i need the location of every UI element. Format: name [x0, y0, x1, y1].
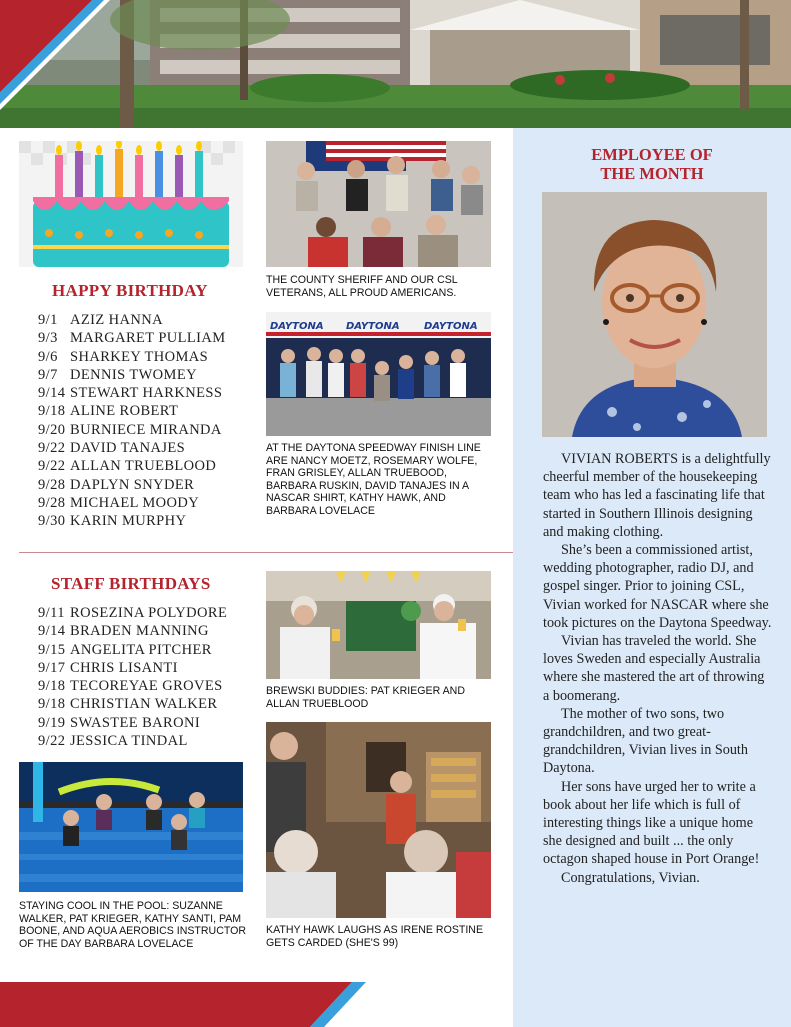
story-paragraph: She’s been a commissioned artist, wedding photographer, radio DJ, and gospel singer. Prior to joining CSL, Vivian worked for NASCAR where she took pictures on the Daytona Speedway. — [543, 542, 772, 631]
birthday-name: BURNIECE MIRANDA — [70, 421, 222, 438]
list-item — [38, 512, 226, 530]
birthday-name: STEWART HARKNESS — [70, 385, 223, 402]
veterans-caption: THE COUNTY SHERIFF AND OUR CSL VETERANS, ALL PROUD AMERICANS. — [266, 274, 458, 299]
birthday-name: DAPLYN SNYDER — [70, 476, 195, 493]
list-item — [38, 714, 227, 732]
birthday-date: 9/14 — [38, 623, 66, 640]
story-paragraph: The mother of two sons, two grandchildren, and two great-grandchildren, Vivian lives in South Daytona. — [543, 705, 748, 777]
list-item — [38, 641, 227, 659]
corner-stripe-top — [0, 0, 120, 120]
list-item — [38, 311, 226, 329]
list-item — [38, 732, 227, 750]
birthday-date: 9/3 — [38, 330, 58, 347]
birthday-date: 9/15 — [38, 641, 66, 658]
birthday-name: TECOREYAE GROVES — [70, 678, 223, 695]
employee-title-line-1: EMPLOYEE OF — [591, 145, 713, 164]
brewski-caption: BREWSKI BUDDIES: PAT KRIEGER AND ALLAN TRUEBLOOD — [266, 685, 465, 710]
birthday-name: ANGELITA PITCHER — [70, 641, 212, 658]
birthday-name: SHARKEY THOMAS — [70, 348, 209, 365]
birthday-name: DAVID TANAJES — [70, 440, 186, 457]
birthday-date: 9/22 — [38, 733, 66, 750]
list-item — [38, 494, 226, 512]
brewski-buddies-photo — [266, 571, 491, 679]
birthday-name: CHRIS LISANTI — [70, 659, 178, 676]
story-paragraph: Congratulations, Vivian. — [561, 869, 700, 886]
list-item — [38, 604, 227, 622]
birthday-name: BRADEN MANNING — [70, 623, 209, 640]
list-item — [38, 348, 226, 366]
birthday-date: 9/14 — [38, 385, 66, 402]
employee-story — [543, 450, 773, 887]
list-item — [38, 439, 226, 457]
birthday-date: 9/22 — [38, 458, 66, 475]
birthday-date: 9/18 — [38, 678, 66, 695]
staff-birthday-list — [38, 604, 227, 750]
daytona-speedway-photo — [266, 312, 491, 436]
birthday-date: 9/1 — [38, 312, 58, 328]
section-divider — [19, 552, 513, 553]
birthday-name: ALINE ROBERT — [70, 403, 179, 420]
daytona-sign-1: DAYTONA — [270, 321, 324, 332]
list-item — [38, 384, 226, 402]
story-paragraph: Her sons have urged her to write a book about her life which is full of interesting things like a unique home she designed and built ... the only octagon shaped house in Port Orange! — [543, 778, 760, 868]
birthday-heading: HAPPY BIRTHDAY — [52, 281, 208, 300]
list-item — [38, 476, 226, 494]
birthday-date: 9/6 — [38, 348, 58, 365]
card-game-photo — [266, 722, 491, 918]
birthday-date: 9/18 — [38, 696, 66, 713]
birthday-name: CHRISTIAN WALKER — [70, 696, 218, 713]
birthday-date: 9/28 — [38, 494, 66, 511]
birthday-date: 9/22 — [38, 440, 66, 457]
list-item — [38, 622, 227, 640]
birthday-cake-image — [19, 141, 243, 267]
staff-birthday-heading: STAFF BIRTHDAYS — [51, 574, 211, 593]
birthday-name: MARGARET PULLIAM — [70, 330, 226, 347]
list-item — [38, 659, 227, 677]
birthday-name: AZIZ HANNA — [70, 312, 163, 328]
story-paragraph: VIVIAN ROBERTS is a delightfully cheerful member of the housekeeping team who has led a fascinating life that started in Southern Illinois designing and making clothing. — [543, 451, 771, 540]
list-item — [38, 421, 226, 439]
list-item — [38, 402, 226, 420]
birthday-date: 9/17 — [38, 659, 66, 676]
story-paragraph: Vivian has traveled the world. She loves Sweden and especially Australia where she mastered the art of throwing a boomerang. — [543, 633, 765, 704]
list-item — [38, 366, 226, 384]
employee-title-line-2: THE MONTH — [600, 164, 704, 183]
pool-aerobics-photo — [19, 762, 243, 892]
employee-portrait — [542, 192, 767, 437]
list-item — [38, 677, 227, 695]
birthday-name: SWASTEE BARONI — [70, 714, 201, 731]
list-item — [38, 457, 226, 475]
pool-caption: STAYING COOL IN THE POOL: SUZANNE WALKER, PAT KRIEGER, KATHY SANTI, PAM BOONE, AND AQUA AEROBICS INSTRUCTOR OF THE DAY BARBARA LOVELACE — [19, 900, 247, 950]
birthday-list — [38, 311, 226, 531]
veterans-photo — [266, 141, 491, 267]
birthday-name: ALLAN TRUEBLOOD — [70, 458, 217, 475]
birthday-date: 9/28 — [38, 476, 66, 493]
birthday-date: 9/19 — [38, 714, 66, 731]
birthday-date: 9/30 — [38, 513, 66, 530]
birthday-name: KARIN MURPHY — [70, 513, 187, 530]
employee-of-month-title — [513, 145, 791, 183]
daytona-sign-3: DAYTONA — [424, 321, 478, 332]
birthday-date: 9/11 — [38, 605, 65, 621]
list-item — [38, 329, 226, 347]
birthday-name: ROSEZINA POLYDORE — [70, 605, 228, 621]
birthday-name: MICHAEL MOODY — [70, 494, 200, 511]
cards-caption: KATHY HAWK LAUGHS AS IRENE ROSTINE GETS CARDED (SHE'S 99) — [266, 924, 484, 949]
birthday-date: 9/7 — [38, 366, 58, 383]
birthday-date: 9/20 — [38, 421, 66, 438]
daytona-caption: AT THE DAYTONA SPEEDWAY FINISH LINE ARE NANCY MOETZ, ROSEMARY WOLFE, FRAN GRISLEY, ALLAN TRUEBOOD, BARBARA RUSKIN, DAVID TANAJES IN A NASCAR SHIRT, KATHY HAWK, AND BARBARA LOVELACE — [266, 442, 481, 517]
bottom-stripe — [0, 982, 370, 1027]
birthday-name: JESSICA TINDAL — [70, 733, 188, 750]
list-item — [38, 695, 227, 713]
birthday-name: DENNIS TWOMEY — [70, 366, 197, 383]
birthday-date: 9/18 — [38, 403, 66, 420]
daytona-sign-2: DAYTONA — [346, 321, 400, 332]
